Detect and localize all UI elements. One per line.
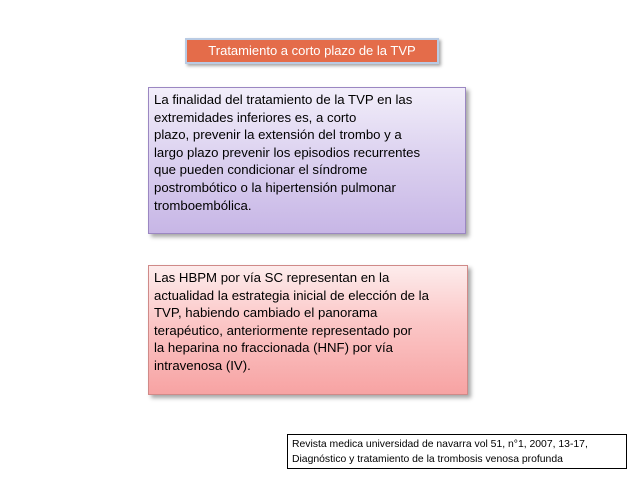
reference-line: Diagnóstico y tratamiento de la trombosis venosa profunda — [292, 454, 563, 465]
paragraph-line: intravenosa (IV). — [154, 357, 251, 373]
paragraph-line: tromboembólica. — [154, 197, 252, 213]
paragraph-line: postrombótico o la hipertensión pulmonar — [154, 179, 396, 195]
paragraph-line: Las HBPM por vía SC representan en la — [154, 270, 390, 285]
slide-title: Tratamiento a corto plazo de la TVP — [185, 38, 439, 64]
treatment-goal-box — [148, 87, 466, 234]
paragraph-line: La finalidad del tratamiento de la TVP en las — [154, 92, 413, 107]
reference-line: Revista medica universidad de navarra vol 51, n°1, 2007, 13-17, — [292, 439, 588, 450]
paragraph-line: plazo, prevenir la extensión del trombo y a — [154, 127, 402, 143]
paragraph-line: TVP, habiendo cambiado el panorama — [154, 305, 378, 321]
hbpm-strategy-box — [148, 265, 468, 395]
reference-citation — [287, 434, 627, 469]
paragraph-line: que pueden condicionar el síndrome — [154, 162, 368, 178]
paragraph-line: la heparina no fraccionada (HNF) por vía — [154, 340, 393, 356]
paragraph-line: terapéutico, anteriormente representado por — [154, 322, 413, 338]
paragraph-line: largo plazo prevenir los episodios recurrentes — [154, 144, 421, 160]
paragraph-line: extremidades inferiores es, a corto — [154, 109, 357, 125]
paragraph-line: actualidad la estrategia inicial de elección de la — [154, 287, 429, 303]
